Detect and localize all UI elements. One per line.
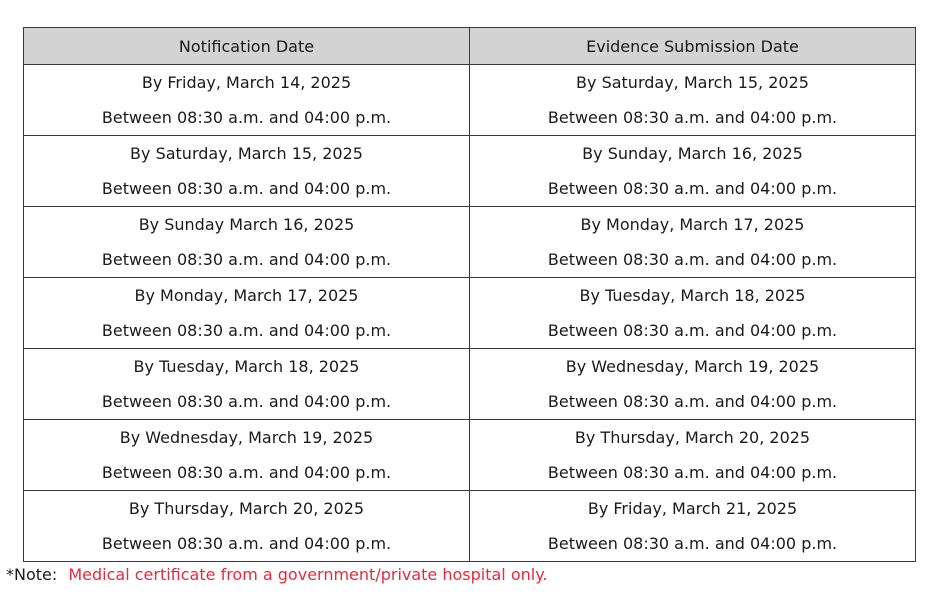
notification-time: Between 08:30 a.m. and 04:00 p.m. bbox=[101, 179, 392, 198]
notification-date: By Monday, March 17, 2025 bbox=[134, 286, 359, 305]
submission-date: By Saturday, March 15, 2025 bbox=[576, 73, 809, 92]
footnote bbox=[6, 564, 547, 586]
submission-time: Between 08:30 a.m. and 04:00 p.m. bbox=[547, 392, 838, 411]
notification-time: Between 08:30 a.m. and 04:00 p.m. bbox=[101, 108, 392, 127]
notification-cell bbox=[24, 207, 470, 278]
header-notification-date: Notification Date bbox=[24, 28, 470, 65]
table-row bbox=[24, 349, 916, 420]
submission-cell bbox=[470, 349, 916, 420]
notification-cell bbox=[24, 65, 470, 136]
table-row bbox=[24, 207, 916, 278]
table-row bbox=[24, 65, 916, 136]
notification-cell bbox=[24, 136, 470, 207]
submission-cell bbox=[470, 65, 916, 136]
notification-date: By Friday, March 14, 2025 bbox=[141, 73, 352, 92]
notification-time: Between 08:30 a.m. and 04:00 p.m. bbox=[101, 321, 392, 340]
notification-cell bbox=[24, 491, 470, 562]
submission-cell bbox=[470, 491, 916, 562]
notification-time: Between 08:30 a.m. and 04:00 p.m. bbox=[101, 463, 392, 482]
notification-cell bbox=[24, 349, 470, 420]
schedule-table bbox=[23, 27, 916, 562]
submission-date: By Tuesday, March 18, 2025 bbox=[579, 286, 806, 305]
notification-date: By Thursday, March 20, 2025 bbox=[128, 499, 365, 518]
note-text: Medical certificate from a government/private hospital only. bbox=[68, 565, 548, 584]
notification-date: By Wednesday, March 19, 2025 bbox=[119, 428, 374, 447]
submission-cell bbox=[470, 136, 916, 207]
submission-cell bbox=[470, 420, 916, 491]
table-row bbox=[24, 420, 916, 491]
notification-cell bbox=[24, 420, 470, 491]
submission-date: By Wednesday, March 19, 2025 bbox=[565, 357, 820, 376]
submission-time: Between 08:30 a.m. and 04:00 p.m. bbox=[547, 534, 838, 553]
submission-date: By Thursday, March 20, 2025 bbox=[574, 428, 811, 447]
notification-date: By Saturday, March 15, 2025 bbox=[130, 144, 363, 163]
note-label: *Note: bbox=[6, 565, 58, 584]
submission-cell bbox=[470, 278, 916, 349]
table-row bbox=[24, 278, 916, 349]
notification-time: Between 08:30 a.m. and 04:00 p.m. bbox=[101, 250, 392, 269]
header-evidence-submission-date: Evidence Submission Date bbox=[470, 28, 916, 65]
table-row bbox=[24, 136, 916, 207]
notification-time: Between 08:30 a.m. and 04:00 p.m. bbox=[101, 392, 392, 411]
table-header-row bbox=[24, 28, 916, 65]
submission-time: Between 08:30 a.m. and 04:00 p.m. bbox=[547, 108, 838, 127]
submission-time: Between 08:30 a.m. and 04:00 p.m. bbox=[547, 179, 838, 198]
notification-date: By Tuesday, March 18, 2025 bbox=[133, 357, 360, 376]
notification-cell bbox=[24, 278, 470, 349]
table-row bbox=[24, 491, 916, 562]
submission-time: Between 08:30 a.m. and 04:00 p.m. bbox=[547, 463, 838, 482]
submission-date: By Sunday, March 16, 2025 bbox=[582, 144, 803, 163]
submission-time: Between 08:30 a.m. and 04:00 p.m. bbox=[547, 250, 838, 269]
submission-date: By Monday, March 17, 2025 bbox=[580, 215, 805, 234]
submission-date: By Friday, March 21, 2025 bbox=[587, 499, 798, 518]
submission-time: Between 08:30 a.m. and 04:00 p.m. bbox=[547, 321, 838, 340]
submission-cell bbox=[470, 207, 916, 278]
notification-date: By Sunday March 16, 2025 bbox=[138, 215, 355, 234]
notification-time: Between 08:30 a.m. and 04:00 p.m. bbox=[101, 534, 392, 553]
